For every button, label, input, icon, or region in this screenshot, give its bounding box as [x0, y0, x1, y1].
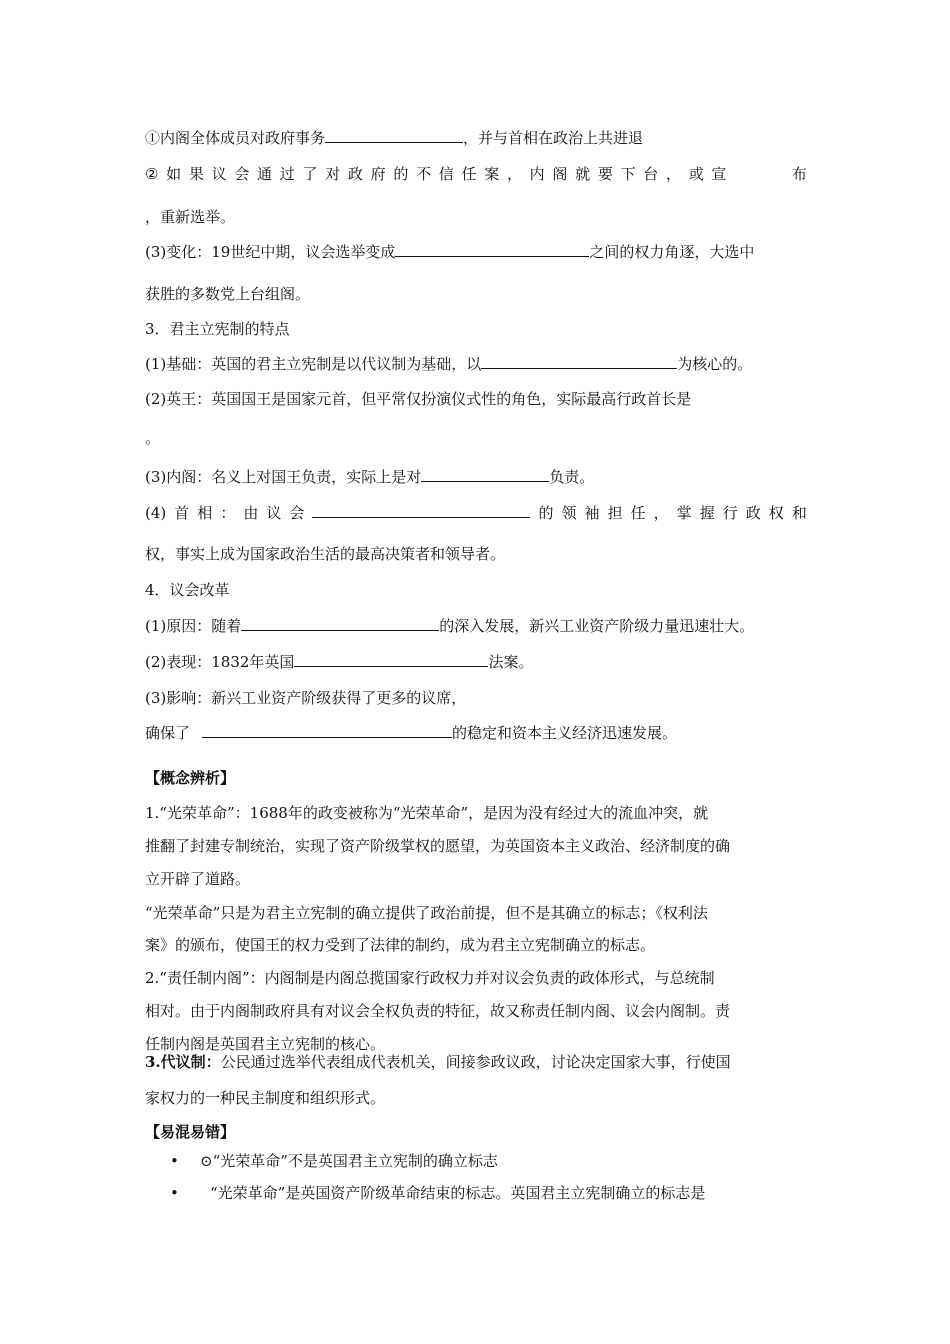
char: 议: [211, 165, 227, 183]
char: 担: [607, 504, 623, 522]
fill-blank[interactable]: [421, 467, 549, 482]
char: (4): [145, 504, 167, 522]
fill-blank[interactable]: [325, 128, 463, 143]
spacer: [734, 164, 784, 184]
line-majority: [145, 284, 807, 304]
line-impact: [145, 688, 807, 708]
char: 相: [197, 504, 213, 522]
text: 权，事实上成为国家政治生活的最高决策者和领导者。: [145, 545, 506, 563]
char: 就: [575, 165, 591, 183]
text: 的稳定和资本主义经济迅速发展。: [452, 724, 678, 742]
char: ：: [220, 504, 236, 522]
line-basis: [145, 354, 807, 374]
char: 由: [243, 504, 259, 522]
line-manifestation: [145, 652, 807, 672]
char: 宣: [711, 165, 727, 183]
text: ，并与首相在政治上共进退: [463, 129, 644, 147]
char: 不: [416, 165, 432, 183]
line-change: [145, 242, 807, 262]
char: 要: [597, 165, 613, 183]
text: (2)英王：英国国王是国家元首，但平常仅扮演仪式性的角色，实际最高行政首长是: [145, 390, 692, 408]
text: 立开辟了道路。: [145, 870, 251, 888]
line-ensure: [145, 723, 807, 743]
char: ，: [665, 165, 681, 183]
heading-confusions: [145, 1122, 807, 1142]
text: 确保了: [145, 724, 191, 742]
char: 政: [347, 165, 363, 183]
char: 信: [438, 165, 454, 183]
char: 阁: [552, 165, 568, 183]
para-glorious-2: [145, 836, 807, 856]
line-pm-power: [145, 544, 807, 564]
text: 任制内阁是英国君主立宪制的核心。: [145, 1035, 386, 1053]
text: 2.“责任制内阁”：内阁制是内阁总揽国家行政权力并对议会负责的政体形式，与总统制: [145, 969, 715, 987]
para-cabinet-2: [145, 1001, 807, 1021]
char: 政: [745, 504, 761, 522]
char: 领: [561, 504, 577, 522]
text: (3)内阁：名义上对国王负责，实际上是对: [145, 468, 422, 486]
line-cabinet: [145, 467, 807, 487]
text: 获胜的多数党上台组阁。: [145, 285, 311, 303]
char: ②: [145, 165, 159, 183]
text: 1.“光荣革命”：1688年的政变被称为“光荣革命”，是因为没有经过大的流血冲突，就: [145, 804, 709, 822]
fill-blank[interactable]: [241, 616, 439, 631]
char: 了: [302, 165, 318, 183]
text: 【易混易错】: [145, 1123, 236, 1141]
line-cabinet-duty: [145, 128, 807, 148]
fill-blank[interactable]: [312, 503, 530, 518]
para-glorious-1: [145, 803, 807, 823]
text: (2)表现：1832年英国: [145, 653, 295, 671]
text: ⊙“光荣革命”不是英国君主立宪制的确立标志: [200, 1152, 498, 1170]
text: 4．议会改革: [145, 581, 230, 599]
text: “光荣革命”是英国资产阶级革命结束的标志。英国君主立宪制确立的标志是: [210, 1184, 706, 1202]
term: 3.代议制：: [145, 1053, 221, 1071]
text: 之间的权力角逐，大选中: [589, 243, 755, 261]
text: 公民通过选举代表组成代表机关，间接参政议政，讨论决定国家大事，行使国: [220, 1053, 731, 1071]
char: 会: [234, 165, 250, 183]
line-prime-minister: [145, 503, 807, 523]
char: 府: [370, 165, 386, 183]
section-3-heading: [145, 319, 807, 339]
char: 的: [393, 165, 409, 183]
fill-blank[interactable]: [294, 652, 488, 667]
char: 案: [484, 165, 500, 183]
bullet-item-2: [170, 1183, 810, 1203]
char: 下: [620, 165, 636, 183]
text: 3．君主立宪制的特点: [145, 320, 290, 338]
char: 通: [257, 165, 273, 183]
fill-blank[interactable]: [395, 242, 589, 257]
char: 果: [188, 165, 204, 183]
text: (1)原因：随着: [145, 617, 242, 635]
heading-concepts: [145, 768, 807, 788]
text: 法案。: [488, 653, 534, 671]
para-bill-2: [145, 935, 807, 955]
text: 相对。由于内阁制政府具有对议会全权负责的特征，故又称责任制内阁、议会内阁制。责: [145, 1002, 731, 1020]
char: ，: [506, 165, 522, 183]
text: 案》的颁布，使国王的权力受到了法律的制约，成为君主立宪制确立的标志。: [145, 936, 656, 954]
text: 为核心的。: [677, 355, 753, 373]
bullet-icon: •: [170, 1184, 179, 1202]
char: 首: [174, 504, 190, 522]
char: 行: [722, 504, 738, 522]
text: 负责。: [549, 468, 595, 486]
para-glorious-3: [145, 869, 807, 889]
line-monarch: [145, 389, 807, 409]
text: “光荣革命”只是为君主立宪制的确立提供了政治前提，但不是其确立的标志；《权利法: [145, 904, 708, 922]
text: 推翻了封建专制统治，实现了资产阶级掌权的愿望，为英国资本主义政治、经济制度的确: [145, 837, 731, 855]
text: 。: [145, 429, 161, 447]
char: 握: [699, 504, 715, 522]
section-4-heading: [145, 580, 807, 600]
text: 【概念辨析】: [145, 769, 236, 787]
char: 或: [688, 165, 704, 183]
text: ，重新选举。: [145, 208, 236, 226]
fill-blank[interactable]: [202, 723, 452, 738]
line-reelection: [145, 207, 807, 227]
char: 台: [643, 165, 659, 183]
text: (3)影响：新兴工业资产阶级获得了更多的议席，: [145, 689, 467, 707]
para-bill-1: [145, 903, 807, 923]
char: 布: [791, 165, 807, 183]
char: 内: [529, 165, 545, 183]
char: 的: [538, 504, 554, 522]
bullet-item-1: [170, 1151, 810, 1171]
text: ①内阁全体成员对政府事务: [145, 129, 326, 147]
line-monarch-end: [145, 428, 807, 448]
text: 的深入发展，新兴工业资产阶级力量迅速壮大。: [439, 617, 755, 635]
text: (3)变化：19世纪中期，议会选举变成: [145, 243, 396, 261]
line-reason: [145, 616, 807, 636]
text: (1)基础：英国的君主立宪制是以代议制为基础，以: [145, 355, 482, 373]
line-no-confidence: [145, 164, 807, 184]
fill-blank[interactable]: [481, 354, 677, 369]
para-representative-2: [145, 1088, 807, 1108]
char: 权: [768, 504, 784, 522]
char: 掌: [676, 504, 692, 522]
bullet-icon: •: [170, 1152, 179, 1170]
char: 袖: [584, 504, 600, 522]
char: 和: [791, 504, 807, 522]
text: 家权力的一种民主制度和组织形式。: [145, 1089, 386, 1107]
char: 任: [630, 504, 646, 522]
char: 会: [289, 504, 305, 522]
char: 如: [166, 165, 182, 183]
char: 任: [461, 165, 477, 183]
para-cabinet-3: [145, 1034, 807, 1054]
char: 过: [279, 165, 295, 183]
para-cabinet-1: [145, 968, 807, 988]
char: ，: [653, 504, 669, 522]
char: 议: [266, 504, 282, 522]
char: 对: [325, 165, 341, 183]
para-representative-1: [145, 1052, 807, 1072]
